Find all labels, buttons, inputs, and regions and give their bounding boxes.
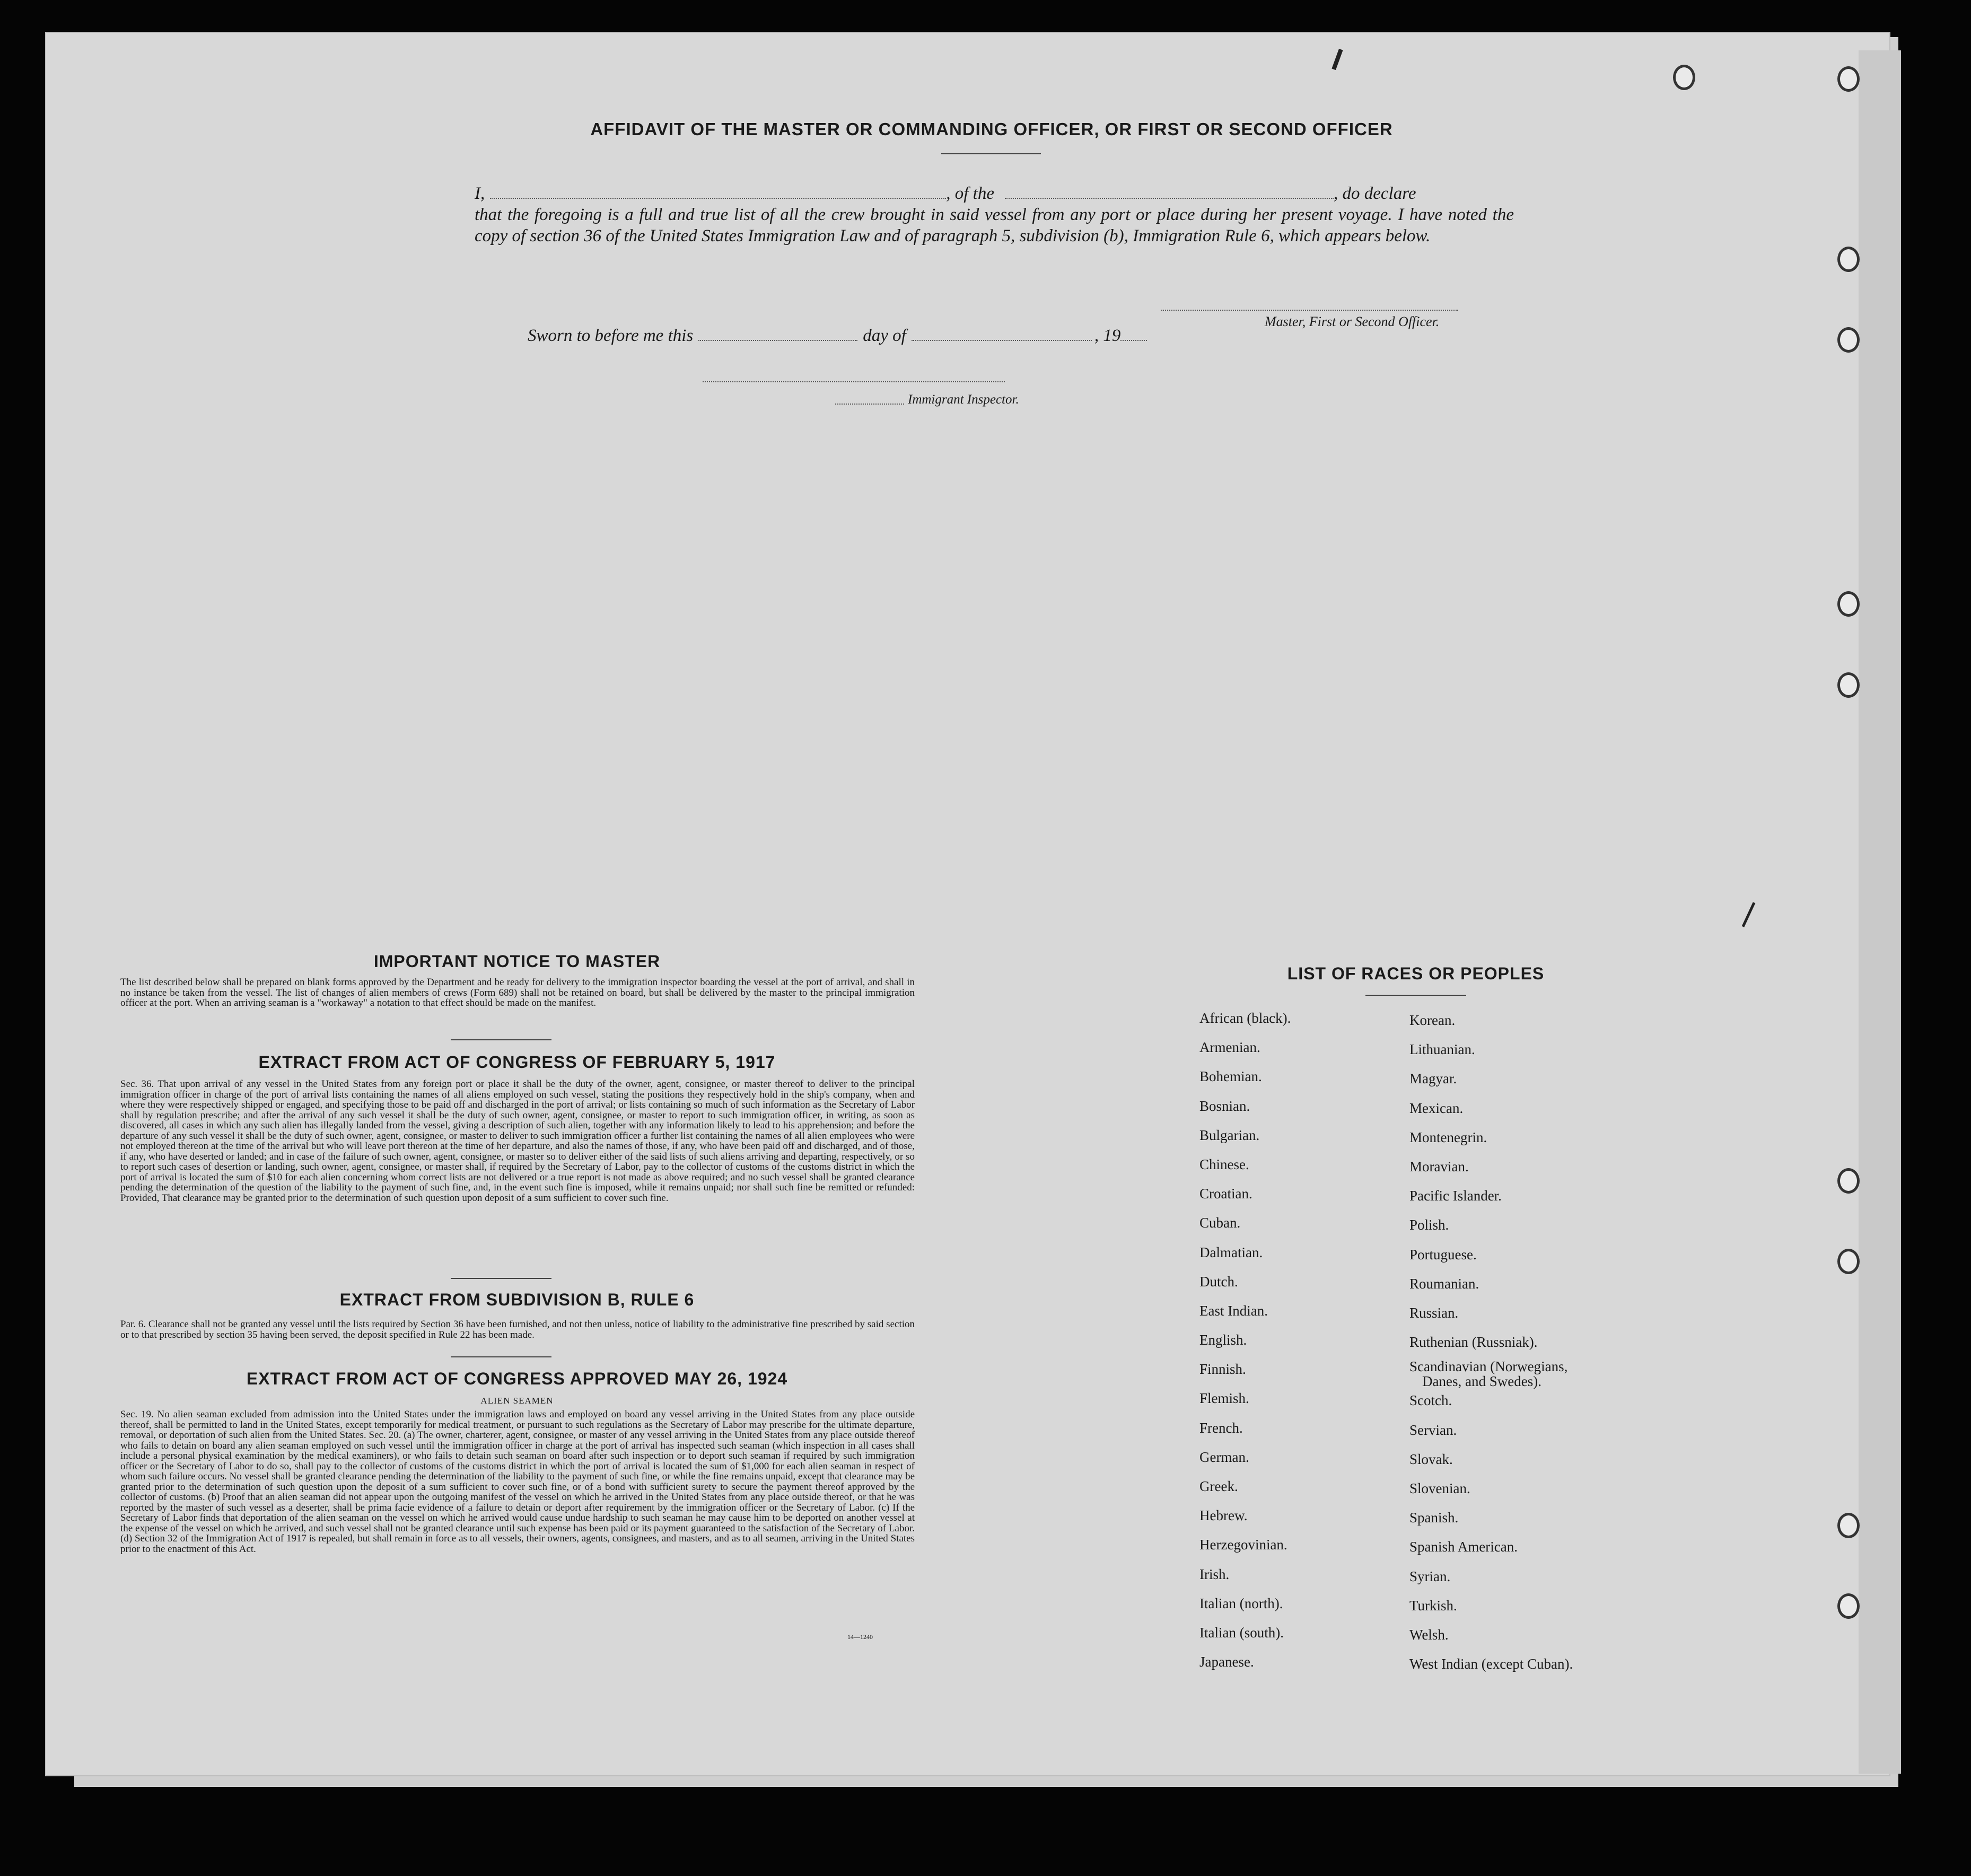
race-item: Russian. xyxy=(1409,1304,1459,1321)
affidavit-line1-prefix: I, xyxy=(475,184,485,203)
affidavit-line1-suffix: , do declare xyxy=(1333,184,1416,203)
race-item: Syrian. xyxy=(1409,1568,1451,1584)
master-signature-label: Master, First or Second Officer. xyxy=(1265,314,1440,329)
race-item: French. xyxy=(1199,1419,1243,1436)
race-item: East Indian. xyxy=(1199,1302,1268,1319)
race-item: Bohemian. xyxy=(1199,1068,1262,1085)
extract-1917-title: EXTRACT FROM ACT OF CONGRESS OF FEBRUARY 5, 1917 xyxy=(258,1053,776,1072)
race-item: Korean. xyxy=(1409,1012,1456,1028)
extract-rule6-text: Par. 6. Clearance shall not be granted any vessel until the lists required by Section 36 have been furnished, and not then unless, notice of liability to the administrative fine prescribed by said section or to that prescribed by section 35 having been served, the deposit specified in Rule 22 has been made. xyxy=(120,1319,915,1340)
race-item: Slovenian. xyxy=(1409,1480,1470,1496)
sworn-prefix: Sworn to before me this xyxy=(528,326,694,345)
race-item: Dutch. xyxy=(1199,1273,1238,1290)
sworn-month-field[interactable] xyxy=(912,339,1092,341)
sworn-mid: day of xyxy=(863,326,906,345)
race-item: Dalmatian. xyxy=(1199,1244,1263,1260)
binder-hole xyxy=(1837,247,1860,272)
binder-hole xyxy=(1837,1593,1860,1619)
sworn-year-label: , 19 xyxy=(1094,326,1121,345)
race-item: Moravian. xyxy=(1409,1158,1469,1174)
race-item xyxy=(1409,1357,1573,1390)
affidavit-text xyxy=(475,183,1514,247)
race-item-line2: Danes, and Swedes). xyxy=(1422,1373,1541,1390)
race-item: Servian. xyxy=(1409,1422,1457,1438)
race-item: Japanese. xyxy=(1199,1654,1254,1670)
race-item: Turkish. xyxy=(1409,1597,1457,1614)
race-item: Spanish. xyxy=(1409,1510,1459,1526)
extract-1924-text: Sec. 19. No alien seaman excluded from admission into the United States under the immigration laws and employed on board any vessel arriving in the United States from any place outside thereof, shall be permitted to land in the United States, except temporarily for medical treatment, or pursuant to such regulations as the Secretary of Labor may prescribe for the ultimate departure, removal, or deportation of such alien from the United States. Sec. 20. (a) The owner, charterer, agent, consignee, or master of any vessel arriving in the United States from any place outside thereof who fails to detain on board any alien seaman employed on such vessel until the immigration officer in charge at the port of arrival has inspected such seaman (which inspection in all cases shall include a personal physical examination by the medical examiners), or who fails to detain such seaman on board after such inspection or to deport such seaman if required by such immigration officer or the Secretary of Labor to do so, shall pay to the collector of customs of the customs district in which the port of arrival is located the sum of $1,000 for each alien seaman in respect of whom such failure occurs. No vessel shall be granted clearance pending the determination of the liability to the payment of such fine, or while the fine remains unpaid, except that clearance may be granted prior to the determination of such question upon the deposit of a sum sufficient to cover such fine, or of a bond with sufficient surety to secure the payment thereof approved by the collector of customs. (b) Proof that an alien seaman did not appear upon the outgoing manifest of the vessel on which he arrived in the United States from any place outside thereof, or that he was reported by the master of such vessel as a deserter, shall be prima facie evidence of a failure to detain or deport after requirement by the immigration officer or the Secretary of Labor. (c) If the Secretary of Labor finds that deportation of the alien seaman on the vessel on which he arrived would cause undue hardship to such seaman he may cause him to be deported on another vessel at the expense of the vessel on which he arrived, and such vessel shall not be granted clearance until such expense has been paid or its payment guaranteed to the satisfaction of the Secretary of Labor. (d) Section 32 of the Immigration Act of 1917 is repealed, but shall remain in force as to all vessels, their owners, agents, consignees, and masters, and as to all seamen, arriving in the United States prior to the enactment of this Act. xyxy=(120,1409,915,1555)
affidavit-line1-mid: , of the xyxy=(946,184,994,203)
vessel-name-field[interactable] xyxy=(1005,197,1334,199)
races-column-2 xyxy=(1409,1006,1573,1679)
section-divider xyxy=(451,1278,551,1279)
race-item: Italian (north). xyxy=(1199,1595,1283,1611)
section-divider xyxy=(451,1039,551,1040)
race-item: Chinese. xyxy=(1199,1156,1249,1172)
binder-hole xyxy=(1837,1249,1860,1274)
race-item: West Indian (except Cuban). xyxy=(1409,1656,1573,1672)
race-item: Hebrew. xyxy=(1199,1507,1248,1524)
race-item: Montenegrin. xyxy=(1409,1129,1487,1145)
race-item: Italian (south). xyxy=(1199,1624,1284,1641)
race-item: Welsh. xyxy=(1409,1626,1449,1643)
page-edge xyxy=(1859,50,1901,1774)
race-item: Ruthenian (Russniak). xyxy=(1409,1334,1538,1351)
races-title: LIST OF RACES OR PEOPLES xyxy=(1287,964,1545,983)
race-item: Scotch. xyxy=(1409,1392,1452,1409)
notice-text: The list described below shall be prepared on blank forms approved by the Department and be ready for delivery to the immigration inspector boarding the vessel at the port of arrival, and shall in no instance be taken from the vessel. The list of changes of alien members of crews (Form 689) shall not be retained on board, but shall be delivered by the master to the principal immigration officer at the port. When an arriving seaman is a "workaway" a notation to that effect should be made on the manifest. xyxy=(120,977,915,1009)
inspector-signature-field-2[interactable] xyxy=(835,403,904,405)
extract-rule6-title: EXTRACT FROM SUBDIVISION B, RULE 6 xyxy=(339,1290,695,1309)
race-item: Irish. xyxy=(1199,1566,1230,1582)
race-item: Greek. xyxy=(1199,1478,1238,1494)
race-item: Cuban. xyxy=(1199,1215,1241,1231)
inspector-signature-field[interactable] xyxy=(703,381,1005,382)
race-item: Slovak. xyxy=(1409,1451,1453,1467)
notice-title: IMPORTANT NOTICE TO MASTER xyxy=(373,952,661,971)
binder-hole xyxy=(1837,672,1860,698)
race-item: Finnish. xyxy=(1199,1361,1246,1378)
binder-hole xyxy=(1837,1168,1860,1194)
extract-1924-subtitle: ALIEN SEAMEN xyxy=(480,1396,554,1406)
binder-hole xyxy=(1837,1513,1860,1538)
race-item: Mexican. xyxy=(1409,1100,1464,1116)
race-item: Spanish American. xyxy=(1409,1539,1518,1555)
affidavit-title: AFFIDAVIT OF THE MASTER OR COMMANDING OFFICER, OR FIRST OR SECOND OFFICER xyxy=(590,119,1393,139)
race-item: Magyar. xyxy=(1409,1071,1457,1087)
race-item: Croatian. xyxy=(1199,1186,1252,1202)
affidavit-body: that the foregoing is a full and true list of all the crew brought in said vessel from any port or place during her present voyage. I have noted the copy of section 36 of the United States Immigration Law and of paragraph 5, subdivision (b), Immigration Rule 6, which appears below. xyxy=(475,205,1514,246)
race-item: Armenian. xyxy=(1199,1039,1260,1056)
races-column-1 xyxy=(1199,1004,1291,1677)
race-item: Pacific Islander. xyxy=(1409,1188,1502,1204)
binder-hole xyxy=(1837,66,1860,92)
race-item: Herzegovinian. xyxy=(1199,1537,1287,1553)
race-item: English. xyxy=(1199,1332,1247,1348)
sworn-day-field[interactable] xyxy=(698,339,857,341)
binder-hole xyxy=(1837,327,1860,353)
race-item: Bulgarian. xyxy=(1199,1127,1260,1143)
race-item: Flemish. xyxy=(1199,1390,1249,1407)
sworn-line xyxy=(528,325,1217,346)
form-number: 14—1240 xyxy=(847,1633,873,1641)
extract-1917-text: Sec. 36. That upon arrival of any vessel in the United States from any foreign port or place it shall be the duty of the owner, agent, consignee, or master thereof to deliver to the principal immigration officer in charge of the port of arrival lists containing the names of all aliens employed on such vessel, stating the positions they respectively hold in the ship's company, when and where they were respectively shipped or engaged, and specifying those to be paid off and discharged in the port of arrival; or lists containing so much of such information as the Secretary of Labor shall by regulation prescribe; and after the arrival of any such vessel it shall be the duty of such owner, agent, consignee, or master to report to such immigration officer, in writing, as soon as discovered, all cases in which any such alien has illegally landed from the vessel, giving a description of such alien, together with any information likely to lead to his apprehension; and before the departure of any such vessel it shall be the duty of such owner, agent, consignee, or master to deliver to such immigration officer a further list containing the names of all alien employees who were not employed thereon at the time of the arrival but who will leave port thereon at the time of her departure, and also the names of those, if any, who have been paid off and discharged, and of those, if any, who have deserted or landed; and in case of the failure of such owner, agent, consignee, or master so to deliver either of the said lists of such aliens arriving and departing, respectively, or so to report such cases of desertion or landing, such owner, agent, consignee, or master shall, if required by the Secretary of Labor, pay to the collector of customs of the customs district in which the port of arrival is located the sum of $10 for each alien concerning whom correct lists are not delivered or a true report is not made as above required; and no such vessel shall be granted clearance pending the determination of the question of the liability to the payment of such fine, and, in the event such fine is imposed, while it remains unpaid; nor shall such fine be remitted or refunded: Provided, That clearance may be granted prior to the determination of such question upon deposit of a sum sufficient to cover such fine. xyxy=(120,1079,915,1204)
race-item: German. xyxy=(1199,1449,1249,1465)
binder-hole xyxy=(1673,65,1695,90)
race-item: African (black). xyxy=(1199,1010,1291,1026)
race-item: Polish. xyxy=(1409,1217,1449,1233)
race-item: Portuguese. xyxy=(1409,1246,1477,1263)
extract-1924-title: EXTRACT FROM ACT OF CONGRESS APPROVED MAY 26, 1924 xyxy=(246,1369,788,1388)
section-divider xyxy=(451,1356,551,1357)
race-item-line1: Scandinavian (Norwegians, xyxy=(1409,1358,1568,1375)
race-item: Roumanian. xyxy=(1409,1275,1479,1292)
races-divider xyxy=(1365,995,1466,996)
master-signature-field[interactable] xyxy=(1161,309,1458,311)
sworn-year-field[interactable] xyxy=(1120,339,1147,341)
master-name-field[interactable] xyxy=(490,197,946,199)
race-item: Bosnian. xyxy=(1199,1098,1250,1114)
inspector-label: Immigrant Inspector. xyxy=(908,392,1019,407)
race-item: Lithuanian. xyxy=(1409,1041,1475,1058)
binder-hole xyxy=(1837,591,1860,617)
title-divider xyxy=(941,153,1041,154)
